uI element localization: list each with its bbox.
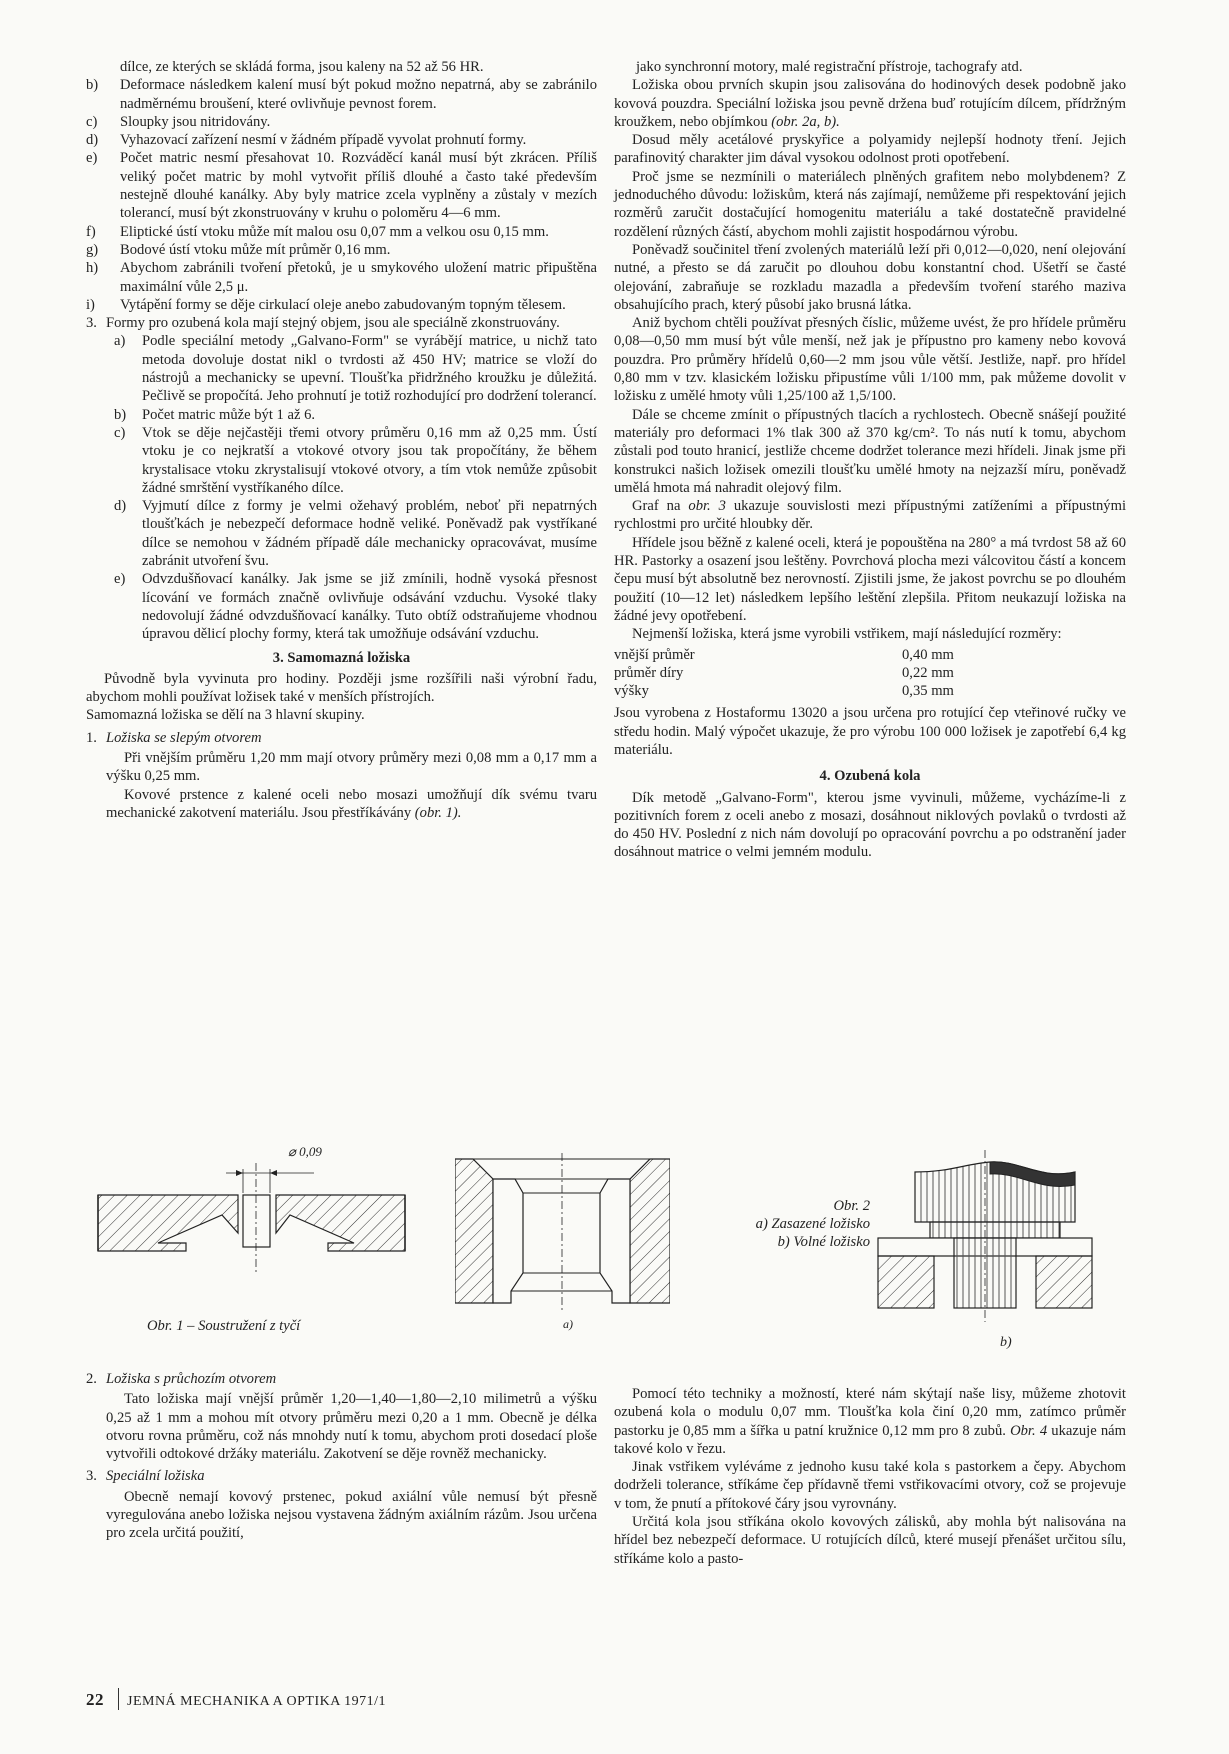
list-item [86, 76, 597, 113]
list-text: Eliptické ústí vtoku může mít malou osu 0,07 mm a velkou osu 0,15 mm. [120, 223, 549, 240]
list-marker: c) [114, 424, 126, 441]
subsection-title: Ložiska s průchozím otvorem [106, 1371, 277, 1387]
paragraph: Jsou vyrobena z Hostaformu 13020 a jsou určena pro rotující čep vteřinové ručky ve středu hodin. Malý výpočet ukazuje, že pro výrobu 100 000 ložisek je zapotřebí 6,4 kg materiálu. [614, 705, 1126, 758]
subsection-body [86, 1390, 597, 1463]
list-b-i [86, 76, 597, 314]
list-text: Abychom zabránili tvoření přetoků, je u smykového uložení matric připuštěna maximální vůle 2,5 μ. [120, 260, 597, 295]
footer-divider [118, 1688, 119, 1710]
list-item [86, 131, 597, 149]
right-column-bottom [614, 1385, 1126, 1568]
list-item [86, 223, 597, 241]
paragraph: Aniž bychom chtěli používat přesných číslic, můžeme uvést, že pro hřídele průměru 0,08—0,50 mm musí být vůle menší, než jak je přípustno pro kameny nebo kovová pouzdra. Pro průměry hřídelů 0,60—2 mm jsou vůle větší. Jestliže, např. pro hřídel 0,80 mm v tzv. klasickém ložisku připustíme vůli 1/100 mm, pak můžeme dovolit v ložisku z umělé hmoty vůli 1,25/100 až 1,5/100. [614, 315, 1126, 405]
list-item [86, 570, 597, 643]
left-column [86, 58, 597, 822]
list-item [86, 241, 597, 259]
paragraph [106, 786, 597, 823]
list-marker: 2. [86, 1371, 97, 1387]
list-marker: d) [86, 132, 99, 149]
figure-reference: obr. 3 [688, 498, 726, 515]
paragraph-text: ukazuje nám takové kolo v řezu. [614, 1422, 1126, 1457]
list-text: Deformace následkem kalení musí být pokud možno nepatrná, aby se zabránilo nadměrnému broušení, které ovlivňuje pevnost forem. [120, 77, 597, 112]
paragraph: Při vnějším průměru 1,20 mm mají otvory průměry mezi 0,08 mm a 0,17 mm a výšku 0,25 mm. [106, 749, 597, 785]
list-marker: 3. [86, 315, 97, 332]
numbered-item [86, 314, 597, 332]
list-marker: d) [114, 498, 127, 515]
paragraph: dílce, ze kterých se skládá forma, jsou kaleny na 52 až 56 HR. [120, 59, 484, 75]
dimension-label: vnější průměr [614, 646, 695, 663]
section-heading: 4. Ozubená kola [819, 768, 921, 785]
dimension-label: průměr díry [614, 664, 684, 681]
paragraph: Dále se chceme zmínit o přípustných tlacích a rychlostech. Obecně snášejí použité materiály pro deformaci 1% tlak 300 až 370 kg/cm². To nás nutí k tomu, abychom zůstali pod touto hranicí, jestliže chceme dodržet tolerance mezi hřídeli. Jinak jsme při konstrukci našich ložisek omezili tloušťku umělé hmoty na nejzazší míru, poněvadž umělá hmota má nahradit olejový film. [614, 406, 1126, 496]
paragraph: Původně byla vyvinuta pro hodiny. Později jsme rozšířili naši výrobní řadu, abychom mohli používat ložisek také v menších přístrojích. [86, 670, 597, 706]
dimension-label: výšky [614, 683, 649, 700]
list-item [86, 497, 597, 570]
dimension-value: 0,40 mm [902, 646, 954, 663]
left-column-bottom [86, 1370, 597, 1543]
dimensions-table [614, 646, 1126, 701]
section-heading: 3. Samomazná ložiska [272, 649, 411, 666]
figure-reference: (obr. 1). [414, 804, 462, 821]
paragraph: Tato ložiska mají vnější průměr 1,20—1,40—1,80—2,10 milimetrů a výšku 0,25 až 1 mm a mohou mít otvory průměru mezi 0,20 a 1 mm. Obecně je délka otvoru rovna průměru, což nás mnohdy nutí k tomu, abychom proti dosedací ploše vytvořili odtokové držáky materiálu. Zakotvení se děje rovněž mechanicky. [106, 1391, 597, 1463]
list-item [86, 332, 597, 405]
list-marker: i) [86, 296, 95, 313]
paragraph: Dosud měly acetálové pryskyřice a polyamidy nejlepší hodnoty tření. Jejich parafinovitý charakter jim dával vysokou odolnost proti opotřebení. [614, 132, 1126, 167]
figure-1-caption: Obr. 1 – Soustružení z tyčí [147, 1318, 301, 1334]
figure-2b-label: b) [1000, 1335, 1012, 1350]
figure-2a-drawing [455, 1153, 670, 1313]
list-text: Počet matric nesmí přesahovat 10. Rozváděcí kanál musí být zkrácen. Příliš veliký počet matric by mohl vytvořit příliš dlouhé a často také především nestejně dlouhé kanálky. Aby byly matrice zcela vyplněny a zůstaly v mezích tolerancí, musí být zkonstruovány v kruhu o poloměru 4—6 mm. [120, 150, 597, 222]
subsection-title: Ložiska se slepým otvorem [106, 729, 262, 746]
dimension-value: 0,22 mm [902, 664, 954, 681]
figure-2a-label: a) [563, 1317, 573, 1331]
list-marker: g) [86, 241, 99, 258]
list-text: Počet matric může být 1 až 6. [142, 406, 316, 423]
list-text: Formy pro ozubená kola mají stejný objem, jsou ale speciálně zkonstruovány. [106, 315, 560, 332]
list-item [86, 424, 597, 497]
paragraph: Určitá kola jsou stříkána okolo kovových zálisků, aby mohla být nalisována na hřídel bez nebezpečí deformace. U rotujících dílců, které musejí přenášet určitou sílu, stříkáme kolo a pasto- [614, 1514, 1126, 1567]
paragraph [614, 76, 1126, 131]
list-text: Vytápění formy se děje cirkulací oleje anebo zabudovaným topným tělesem. [120, 296, 566, 313]
paragraph [614, 1385, 1126, 1458]
list-item [86, 259, 597, 296]
list-marker: c) [86, 113, 98, 130]
dimension-label: ⌀ 0,09 [288, 1144, 322, 1159]
paragraph-text: ukazuje souvislosti mezi přípustnými zatíženími a přípustnými rychlostmi pro určité hloubky děr. [614, 498, 1127, 533]
subsection-body [86, 749, 597, 822]
figure-2b-drawing [870, 1150, 1100, 1330]
paragraph: jako synchronní motory, malé registrační přístroje, tachografy atd. [636, 59, 1023, 75]
list-marker: 3. [86, 1468, 97, 1485]
list-item [86, 296, 597, 314]
figure-1-drawing [90, 1143, 415, 1278]
subsection-title: Speciální ložiska [106, 1468, 205, 1485]
list-item [86, 406, 597, 424]
figure-reference: (obr. 2a, b). [771, 113, 840, 130]
dimension-value: 0,35 mm [902, 683, 954, 700]
list-marker: 1. [86, 729, 97, 746]
list-text: Vyjmutí dílce z formy je velmi ožehavý problém, neboť při nepatrných tloušťkách je nebezpečí deformace hodně veliké. Poněvadž pak vystříkané dílce se nemohou v žádném případě dále mechanicky opracovávat, musíme zabránit utvoření švu. [142, 498, 597, 570]
list-marker: f) [86, 223, 96, 240]
subsection-heading [86, 729, 597, 747]
list-marker: e) [86, 150, 98, 167]
paragraph: Proč jsme se nezmínili o materiálech plněných grafitem nebo molybdenem? Z jednoduchého důvodu: ložiskům, která nás zajímají, nemůžeme při respektování jejich rozměrů zaručit dostačující homogenitu materiálu a také dostatečně pravidelné rozdělení různých částí, abychom mohli zajistit hospodárnou výrobu. [614, 168, 1126, 240]
list-marker: e) [114, 571, 126, 588]
list-marker: a) [114, 333, 126, 350]
list-item [86, 149, 597, 222]
list-marker: h) [86, 260, 99, 277]
list-marker: b) [86, 77, 99, 94]
list-marker: b) [114, 406, 127, 423]
subsection-heading [86, 1370, 597, 1388]
list-text: Sloupky jsou nitridovány. [120, 113, 271, 130]
list-text: Odvzdušňovací kanálky. Jak jsme se již zmínili, hodně vysoká přesnost lícování ve formách značně ovlivňuje odsávání vzduchu. Vysoké tlaky nedovolují žádné odvzdušňovací kanálky. Tuto obtíž odstraňujeme vhodnou úpravou dělicí plochy formy, která tak umožňuje odsávání vzduchu. [142, 571, 597, 643]
subsection-body [86, 1488, 597, 1543]
paragraph: Samomazná ložiska se dělí na 3 hlavní skupiny. [86, 707, 365, 724]
list-a-e [86, 332, 597, 643]
list-text: Bodové ústí vtoku může mít průměr 0,16 mm. [120, 241, 391, 258]
paragraph: Nejmenší ložiska, která jsme vyrobili vstřikem, mají následující rozměry: [632, 626, 1062, 643]
right-column [614, 58, 1126, 862]
page-footer [86, 1688, 386, 1710]
paragraph-text: Kovové prstence z kalené oceli nebo mosazi umožňují dík svému tvaru mechanické zakotvení materiálu. Jsou přestříkávány [106, 786, 597, 821]
paragraph: Hřídele jsou běžně z kalené oceli, která je popouštěna na 280° a má tvrdost 58 až 60 HR. Pastorky a osazení jsou leštěny. Povrchová plocha mezi válcovitou částí a koncem čepu musí být absolutně bez nerovností. Zjistili jsme, že jakost povrchu se po dlouhém použití (10—12 let) následkem lepšího leštění zlepšila. Přitom neukazují ložiska na žádné jevy opotřebení. [614, 534, 1126, 624]
figure-2-title: Obr. 2 [833, 1198, 870, 1214]
paragraph: Dík metodě „Galvano-Form", kterou jsme vyvinuli, můžeme, vycházíme-li z pozitivních forem z oceli anebo z mosazi, dosáhnout niklových povlaků o tvrdosti až do 450 HV. Poslední z nich nám dovolují po opracování povrchu a po odstranění jader dosáhnout matrice o velmi jemném modulu. [614, 789, 1126, 861]
paragraph: Obecně nemají kovový prstenec, pokud axiální vůle nemusí být přesně vyregulována anebo ložiska nejsou vystavena žádným axiálním rázům. Jsou určena pro zcela určitá použití, [106, 1488, 597, 1542]
page-number: 22 [86, 1690, 104, 1709]
figure-2-caption [700, 1197, 870, 1251]
paragraph-text: Ložiska obou prvních skupin jsou zalisována do hodinových desek podobně jako kovová pouzdra. Speciální ložiska jsou pevně držena buď rotujícím dílcem, přídržným kroužkem, nebo objímkou [614, 77, 1126, 130]
figure-reference: Obr. 4 [1010, 1422, 1048, 1439]
figure-2a-caption: a) Zasazené ložisko [755, 1216, 870, 1232]
list-text: Vyhazovací zařízení nesmí v žádném případě vyvolat prohnutí formy. [120, 132, 527, 149]
list-text: Vtok se děje nejčastěji třemi otvory průměru 0,16 mm až 0,25 mm. Ústí vtoku je co nejkratší a vtokové otvory jsou tak propočítány, že během krystalisace vtoku zkrystalisují vtokové otvory, a tím vtok nemůže způsobit žádné smrštění vystříkaného dílce. [142, 424, 597, 496]
paragraph-text: Graf na [632, 498, 689, 515]
figure-2b-caption: b) Volné ložisko [777, 1234, 870, 1250]
list-item [86, 113, 597, 131]
journal-name: JEMNÁ MECHANIKA A OPTIKA 1971/1 [127, 1694, 386, 1709]
list-text: Podle speciální metody „Galvano-Form" se vyrábějí matrice, u nichž tato metoda dovoluje dostat nikl o tvrdosti až 450 HV; matrice se vloží do nástrojů a mechanicky se upevní. Tloušťka přidržného kroužku je důležitá. Pečlivě se propočítá. Jeho prohnutí je totiž rozhodující pro dodržení tolerancí. [142, 333, 597, 405]
subsection-heading [86, 1467, 597, 1485]
paragraph [614, 497, 1126, 534]
paragraph: Poněvadž součinitel tření zvolených materiálů leží při 0,012—0,020, není olejování nutné, a přesto se dá zaručit po dlouhou dobu konstantní chod. Ušetří se časté olejování, zabraňuje se rozkladu mazadla a především tvoření starého maziva obsahujícího prach, který působí jako brusná látka. [614, 241, 1126, 313]
paragraph: Jinak vstřikem vyléváme z jednoho kusu také kola s pastorkem a čepy. Abychom dodrželi tolerance, stříkáme čep přídavně třemi vstřikovacími otvory, což se projevuje v tom, že pnutí a přítokové čáry jsou vyrovnány. [614, 1459, 1126, 1512]
paragraph-text: Pomocí této techniky a možností, které nám skýtají naše lisy, můžeme zhotovit ozubená kola o modulu 0,07 mm. Tloušťka kola činí 0,20 mm, zatímco průměr pastorku je 0,85 mm a šířka u patní kružnice 0,12 mm pro 8 zubů. [614, 1386, 1126, 1439]
